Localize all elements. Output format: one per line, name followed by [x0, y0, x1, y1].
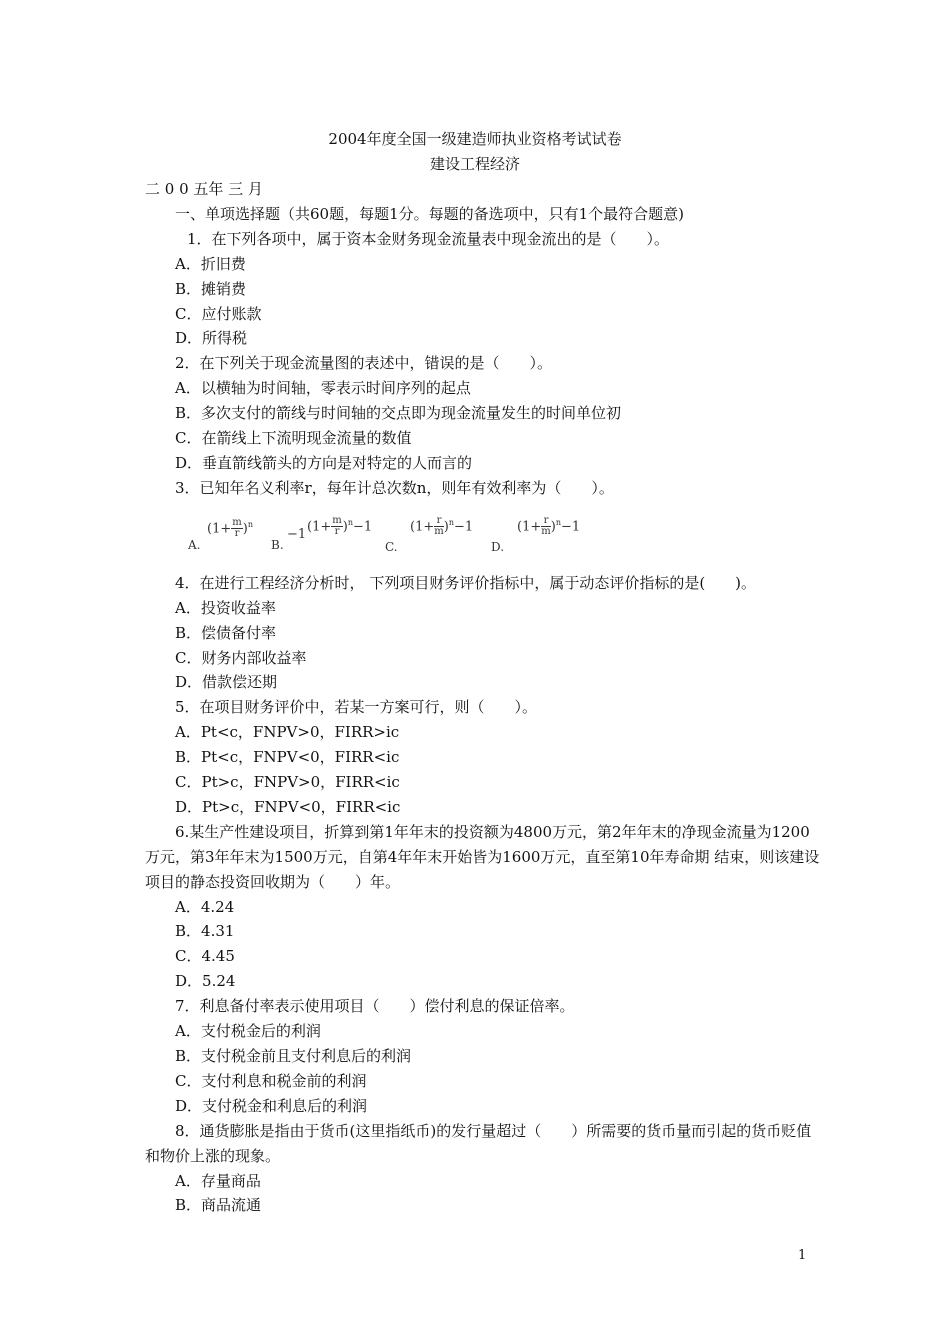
question-option: C．支付利息和税金前的利润 — [175, 1071, 367, 1090]
formula-d: (1+ $\frac{r}{m}$ )$^n$−1 — [517, 515, 581, 538]
question-option: A．支付税金后的利润 — [175, 1022, 321, 1041]
question-option: A．以横轴为时间轴，零表示时间序列的起点 — [175, 379, 471, 398]
formula-c: (1+ $\frac{r}{m}$ )$^n$−1 — [410, 515, 474, 538]
document-title: 2004年度全国一级建造师执业资格考试试卷 — [328, 130, 622, 148]
page-number: 1 — [798, 1248, 807, 1263]
exam-date: 二 0 0 五年 三 月 — [145, 180, 263, 198]
question-option: B．多次支付的箭线与时间轴的交点即为现金流量发生的时间单位初 — [175, 404, 622, 423]
formula-label-d: D. — [491, 539, 505, 554]
question-stem: 6.某生产性建设项目，折算到第1年年末的投资额为4800万元，第2年年末的净现金流量为1200万元，第3年年末为1500万元，自第4年年末开始皆为1600万元，直至第10年寿命期 结束，则该建设项目的静态投资回收期为（ ）年。 — [145, 822, 820, 891]
formula-a: (1+ $\frac{m}{r}$ )$^n$ — [207, 517, 253, 540]
question-option: C．Pt>c，FNPV>0，FIRR<ic — [175, 773, 400, 792]
question-option: D．所得税 — [175, 329, 248, 348]
question-option: D．借款偿还期 — [175, 673, 278, 692]
question-option: C．在箭线上下流明现金流量的数值 — [175, 429, 412, 448]
question-stem: 4．在进行工程经济分析时， 下列项目财务评价指标中，属于动态评价指标的是( )。 — [175, 573, 757, 592]
question-stem: 8．通货膨胀是指由于货币(这里指纸币)的发行量超过（ ）所需要的货币量而引起的货币贬值和物价上涨的现象。 — [145, 1121, 812, 1165]
question-option: C．财务内部收益率 — [175, 648, 307, 667]
formula-b: (1+ $\frac{m}{r}$ )$^n$−1 — [307, 515, 373, 538]
question-option: D．Pt>c，FNPV<0，FIRR<ic — [175, 797, 401, 816]
formula-label-c: C. — [385, 539, 398, 554]
question-option: A．投资收益率 — [175, 598, 276, 617]
question-option: D．支付税金和利息后的利润 — [175, 1096, 368, 1115]
question-option: A．Pt<c，FNPV>0，FIRR>ic — [175, 723, 400, 742]
question-option: C．4.45 — [175, 947, 235, 966]
question-stem: 5．在项目财务评价中，若某一方案可行，则（ ）。 — [175, 698, 538, 717]
formula-label-a: A. — [188, 537, 201, 552]
question-option: B．摊销费 — [175, 279, 247, 298]
document-subtitle: 建设工程经济 — [429, 155, 520, 173]
question-option: D．垂直箭线箭头的方向是对特定的人而言的 — [175, 453, 473, 472]
question-stem: 7．利息备付率表示使用项目（ ）偿付利息的保证倍率。 — [175, 997, 575, 1016]
question-option: A．折旧费 — [175, 254, 246, 273]
question-option: A．4.24 — [175, 897, 235, 916]
formula-label-b: B. — [271, 537, 284, 552]
question-option: D．5.24 — [175, 972, 236, 991]
question-option: B．4.31 — [175, 922, 235, 941]
question-option: B．Pt<c，FNPV<0，FIRR<ic — [175, 748, 400, 767]
section-heading: 一、单项选择题（共60题，每题1分。每题的备选项中，只有1个最符合题意) — [175, 204, 685, 223]
question-option: A．存量商品 — [175, 1171, 261, 1190]
document-body — [145, 177, 820, 1218]
question-stem: 2．在下列关于现金流量图的表述中，错误的是（ ）。 — [175, 354, 553, 373]
question-stem: 1．在下列各项中，属于资本金财务现金流量表中现金流出的是（ ）。 — [187, 229, 670, 248]
question-stem: 3．已知年名义利率r，每年计总次数n，则年有效利率为（ ）。 — [175, 478, 614, 497]
question-option: C．应付账款 — [175, 304, 262, 323]
question-option: B．支付税金前且支付利息后的利润 — [175, 1047, 412, 1065]
question-option: B．偿债备付率 — [175, 623, 277, 642]
question-option: B．商品流通 — [175, 1196, 262, 1215]
formula-options-image: A. (1+ $\frac{m}{r}$ )$^n$ B. −1 (1+ $\frac{m}{r}$ )$^n$−1 C. (1+ $\frac{r}{m}$ )$^n$−1 D. (1+ $\frac{r}{m}$ )$^n$−1 — [145, 501, 820, 571]
